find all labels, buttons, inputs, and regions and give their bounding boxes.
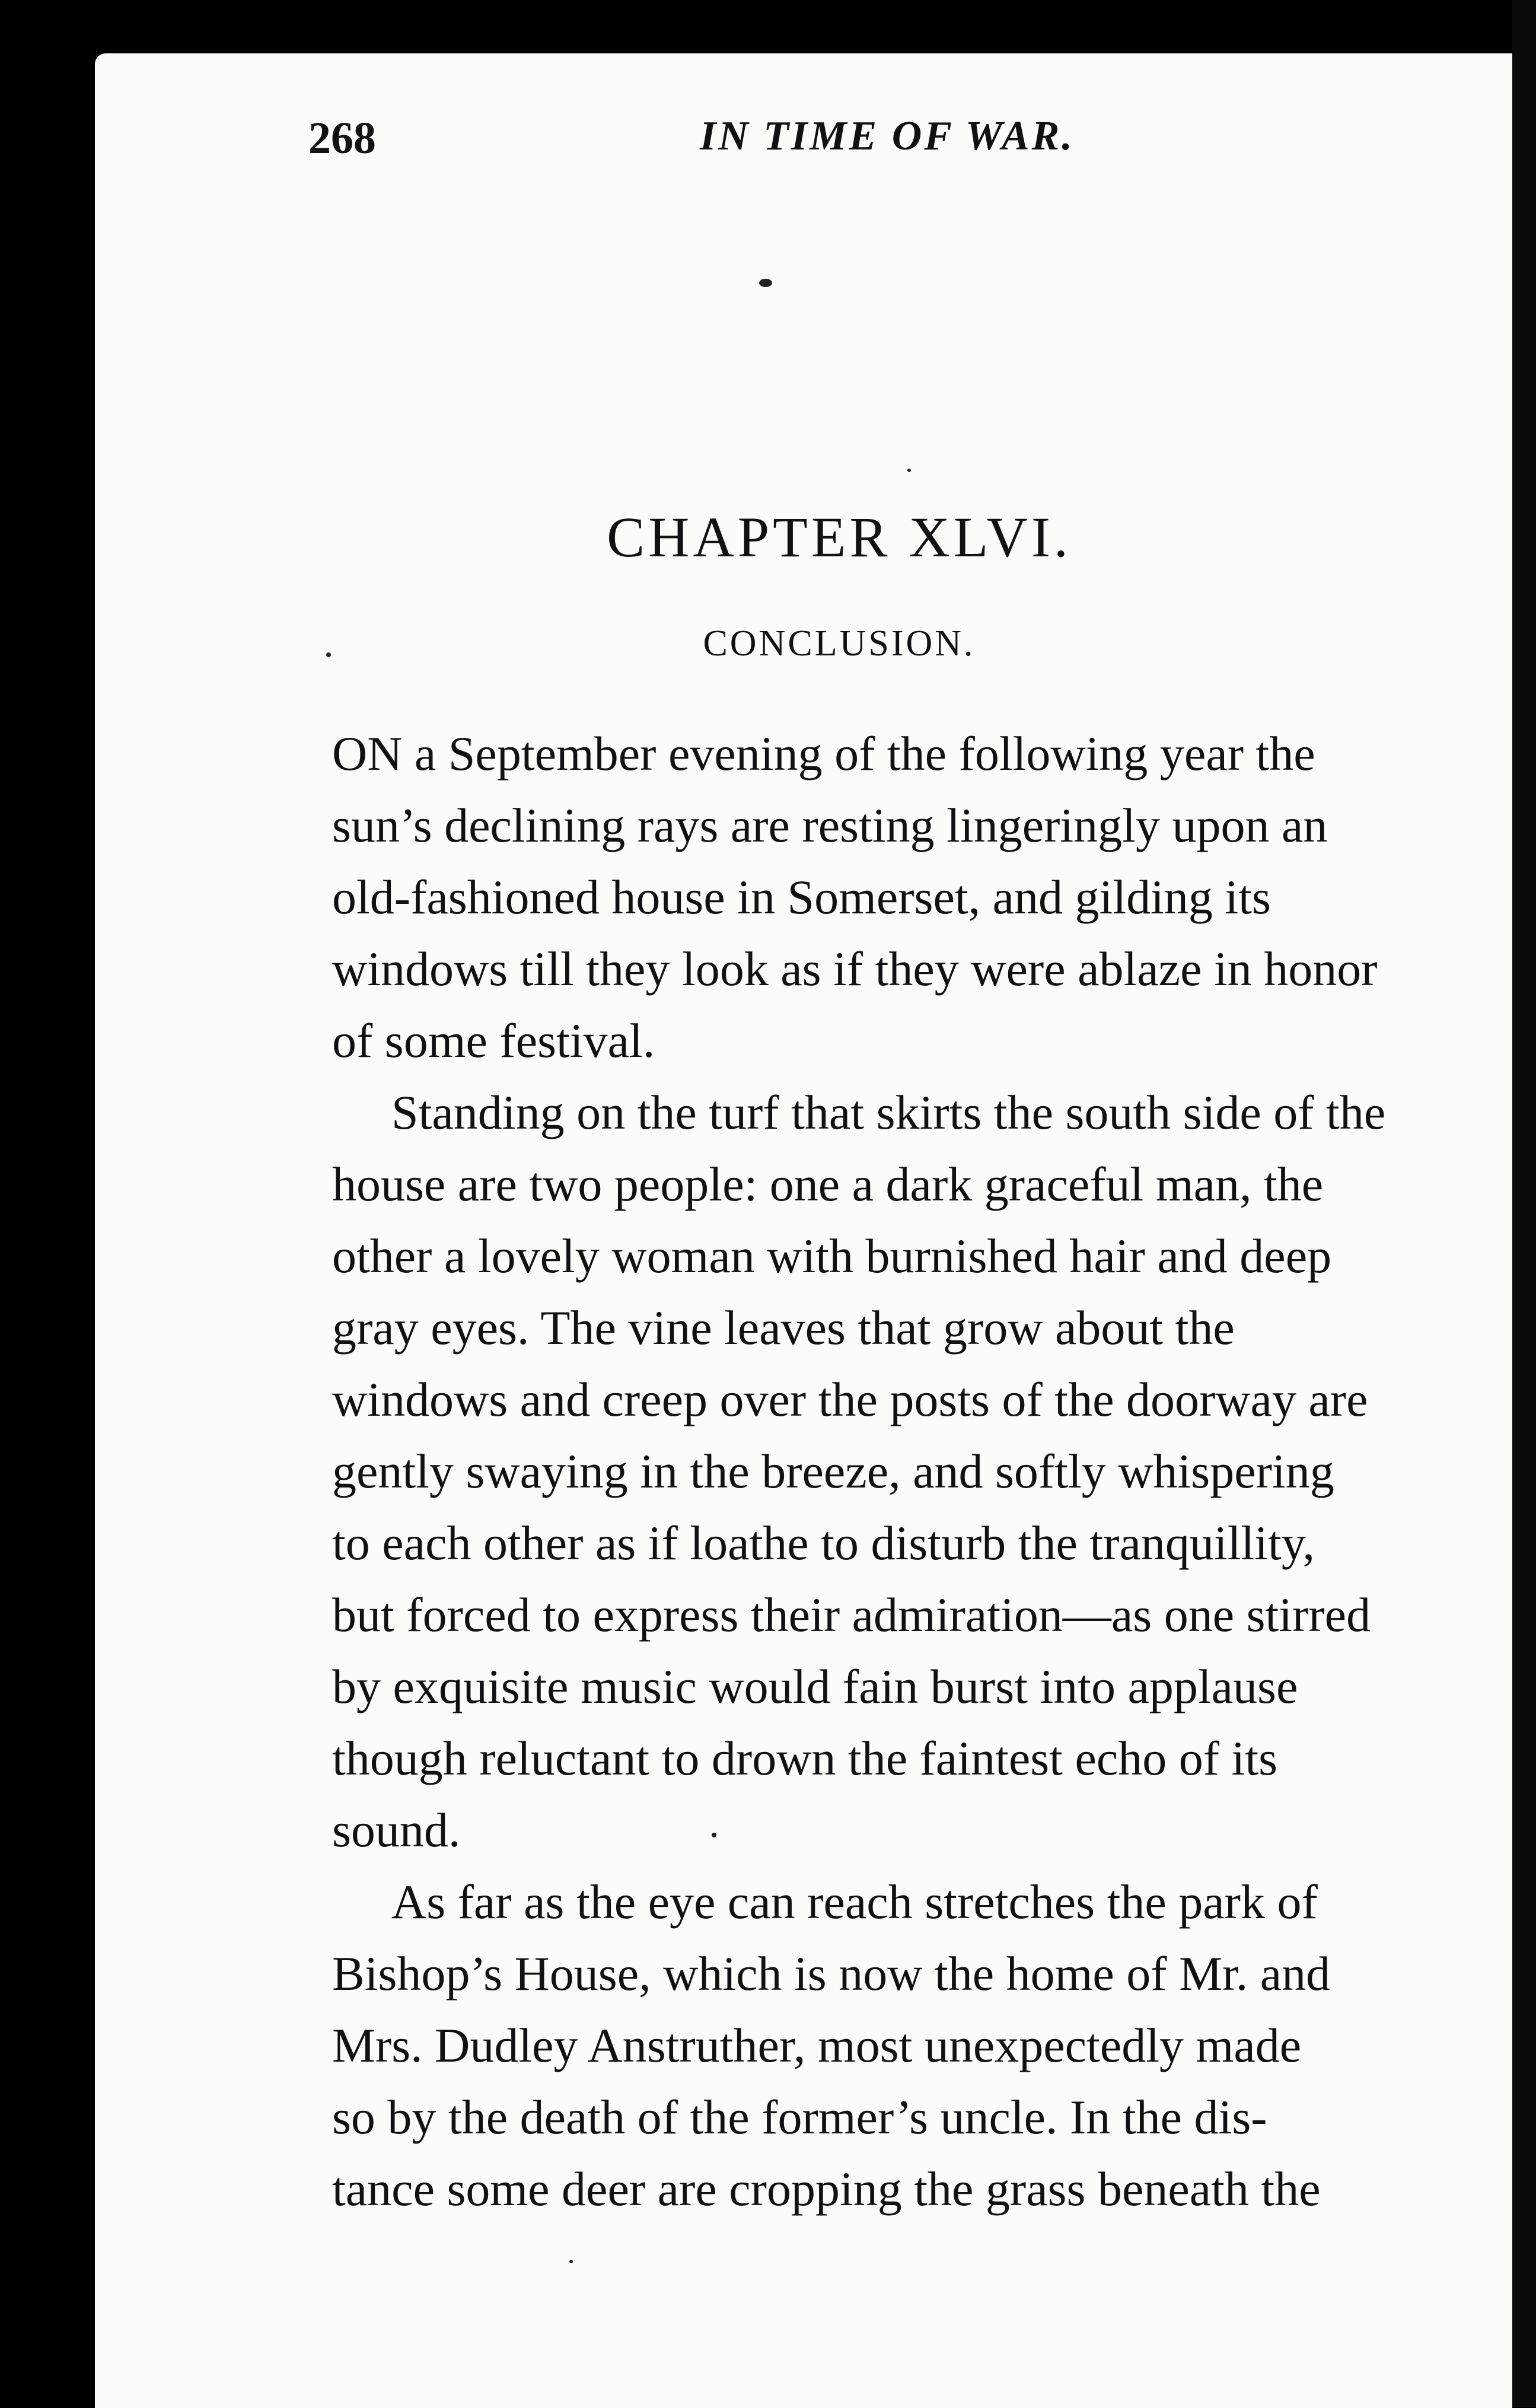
- text-line: gently swaying in the breeze, and softly whispering: [332, 1444, 1334, 1498]
- print-speck: [907, 469, 911, 472]
- text-line: other a lovely woman with burnished hair and deep: [332, 1229, 1332, 1283]
- text-line: old-fashioned house in Somerset, and gilding its: [332, 870, 1271, 924]
- text-line: by exquisite music would fain burst into applause: [332, 1660, 1298, 1713]
- text-line: Bishop’s House, which is now the home of Mr. and: [332, 1947, 1331, 2001]
- book-page: [95, 53, 1512, 2408]
- text-line: of some festival.: [332, 1014, 655, 1068]
- text-line: but forced to express their admiration—as one stirred: [332, 1588, 1371, 1642]
- text-line: though reluctant to drown the faintest echo of its: [332, 1731, 1278, 1785]
- text-line: house are two people: one a dark graceful man, the: [332, 1157, 1324, 1211]
- text-line: ON a September evening of the following year the: [332, 727, 1315, 781]
- text-line: As far as the eye can reach stretches the park of: [391, 1875, 1318, 1929]
- print-speck: [326, 652, 331, 657]
- text-line: Mrs. Dudley Anstruther, most unexpectedly made: [332, 2018, 1302, 2072]
- print-speck: [569, 2260, 573, 2263]
- text-line: windows and creep over the posts of the doorway are: [332, 1372, 1368, 1426]
- running-head: IN TIME OF WAR.: [700, 113, 1075, 159]
- chapter-title: CHAPTER XLVI.: [607, 505, 1072, 569]
- left-border: [0, 0, 95, 2407]
- text-line: tance some deer are cropping the grass beneath the: [332, 2162, 1321, 2216]
- print-speck: [712, 1833, 716, 1837]
- right-border: [1512, 0, 1536, 2407]
- text-line: so by the death of the former’s uncle. In the dis-: [332, 2090, 1267, 2144]
- text-line: to each other as if loathe to disturb the tranquillity,: [332, 1516, 1315, 1570]
- text-line: windows till they look as if they were ablaze in honor: [332, 942, 1378, 996]
- print-speck: [759, 279, 772, 287]
- body-text: [332, 718, 1512, 2225]
- page-number: 268: [308, 113, 376, 163]
- chapter-subtitle: CONCLUSION.: [703, 623, 976, 664]
- text-line: Standing on the turf that skirts the south side of the: [391, 1085, 1386, 1139]
- text-line: sound.: [332, 1803, 461, 1857]
- text-line: sun’s declining rays are resting lingeringly upon an: [332, 798, 1328, 852]
- text-line: gray eyes. The vine leaves that grow about the: [332, 1301, 1235, 1355]
